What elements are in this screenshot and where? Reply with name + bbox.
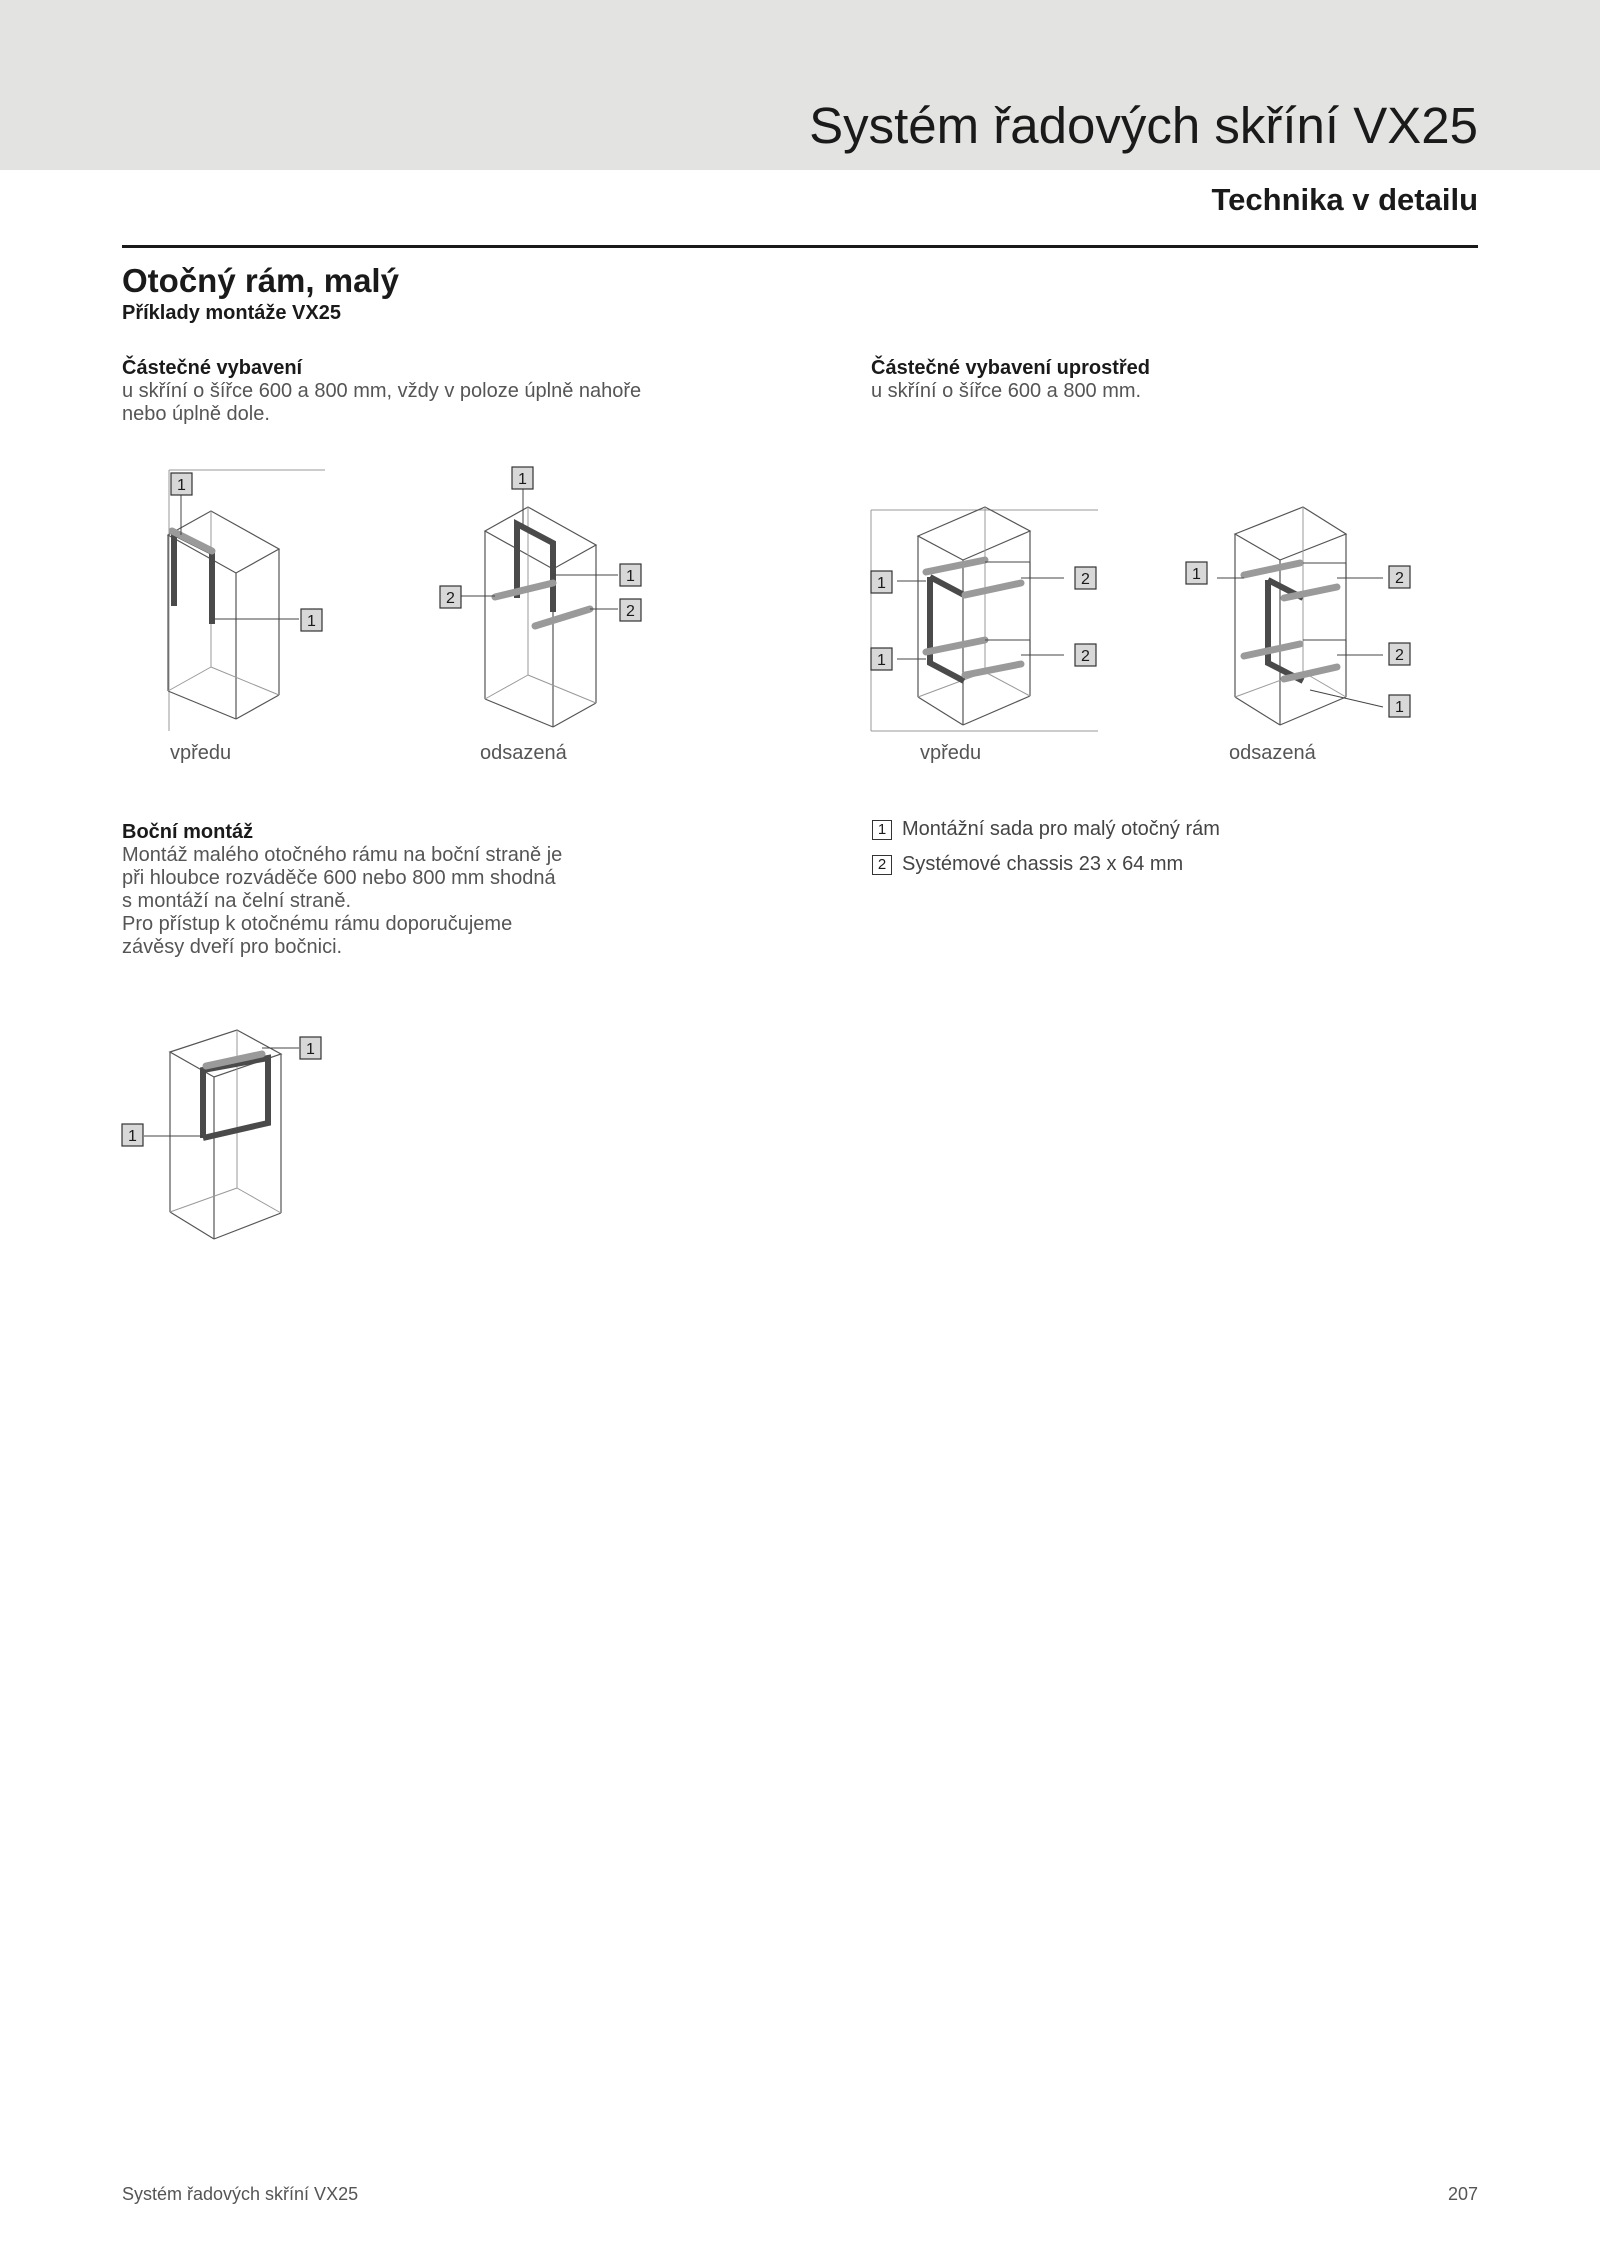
marker: 2 bbox=[446, 590, 455, 607]
partial-middle-line: u skříní o šířce 600 a 800 mm. bbox=[871, 380, 1142, 402]
side-mount-line: Montáž malého otočného rámu na boční straně je bbox=[122, 844, 563, 866]
page-number: 207 bbox=[1447, 2184, 1478, 2204]
cabinet-front-top-diagram bbox=[168, 470, 325, 731]
caption-offset-middle: odsazená bbox=[1229, 742, 1316, 764]
legend-number: 1 bbox=[872, 820, 892, 840]
partial-equipment-heading: Částečné vybavení bbox=[122, 357, 303, 379]
marker: 1 bbox=[1192, 566, 1201, 583]
side-mount-line: Pro přístup k otočnému rámu doporučujeme bbox=[122, 913, 513, 935]
marker: 2 bbox=[626, 603, 635, 620]
marker: 1 bbox=[877, 575, 886, 592]
partial-equipment-line: nebo úplně dole. bbox=[122, 403, 270, 425]
side-mount-line: s montáží na čelní straně. bbox=[122, 890, 352, 912]
marker: 1 bbox=[877, 652, 886, 669]
legend-text: Montážní sada pro malý otočný rám bbox=[902, 818, 1220, 840]
side-mount-block bbox=[122, 821, 562, 959]
marker: 2 bbox=[1395, 647, 1404, 664]
document-title: Systém řadových skříní VX25 bbox=[809, 97, 1478, 154]
cabinet-offset-top-diagram bbox=[440, 467, 641, 727]
caption-front: vpředu bbox=[170, 742, 232, 764]
cabinet-offset-middle-diagram bbox=[1186, 507, 1410, 725]
marker: 1 bbox=[1395, 699, 1404, 716]
marker: 1 bbox=[626, 568, 635, 585]
marker: 2 bbox=[1395, 570, 1404, 587]
section-subtitle: Příklady montáže VX25 bbox=[122, 302, 341, 324]
marker: 1 bbox=[518, 471, 527, 488]
marker: 2 bbox=[1081, 648, 1090, 665]
legend-item bbox=[872, 853, 1183, 876]
side-mount-line: při hloubce rozváděče 600 nebo 800 mm shodná bbox=[122, 867, 556, 889]
marker: 2 bbox=[1081, 571, 1090, 588]
side-mount-heading: Boční montáž bbox=[122, 821, 254, 843]
side-mount-line: závěsy dveří pro bočnici. bbox=[122, 936, 343, 958]
marker: 1 bbox=[307, 613, 316, 630]
section-title: Otočný rám, malý bbox=[122, 262, 399, 299]
legend-text: Systémové chassis 23 x 64 mm bbox=[902, 853, 1184, 875]
partial-middle-heading: Částečné vybavení uprostřed bbox=[871, 357, 1150, 379]
legend-item bbox=[872, 818, 1220, 841]
partial-equipment-line: u skříní o šířce 600 a 800 mm, vždy v poloze úplně nahoře bbox=[122, 380, 642, 402]
marker: 1 bbox=[306, 1041, 315, 1058]
caption-offset: odsazená bbox=[480, 742, 567, 764]
document-subtitle: Technika v detailu bbox=[1211, 182, 1478, 217]
cabinet-front-middle-diagram bbox=[871, 507, 1098, 731]
cabinet-side-mount-diagram bbox=[122, 1030, 321, 1239]
caption-front-middle: vpředu bbox=[920, 742, 982, 764]
marker: 1 bbox=[177, 477, 186, 494]
legend-number: 2 bbox=[872, 855, 892, 875]
footer-title: Systém řadových skříní VX25 bbox=[122, 2184, 359, 2204]
marker: 1 bbox=[128, 1128, 137, 1145]
